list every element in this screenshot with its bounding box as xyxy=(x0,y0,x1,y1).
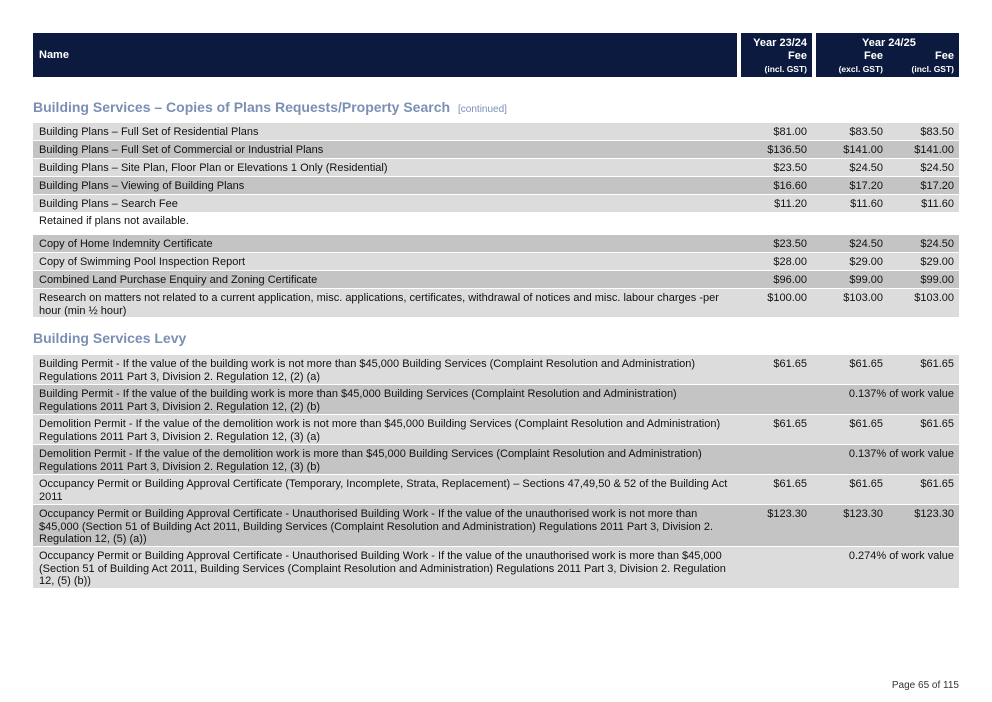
fee-2324-incl: $61.65 xyxy=(773,358,807,370)
levy-name: Building Permit - If the value of the building work is not more than $45,000 Building Services (Complaint Resolution and Administration) Regulations 2011 Part 3, Division 2. Regulation 12, (2) (a) xyxy=(39,358,696,383)
fee-name: Copy of Swimming Pool Inspection Report xyxy=(39,256,246,268)
fee-2425-excl: $141.00 xyxy=(843,144,883,156)
fee-row xyxy=(33,123,959,140)
year-2324-label: Year 23/24 xyxy=(753,37,807,49)
fee-2324-incl: $123.30 xyxy=(767,508,807,520)
levy-name: Occupancy Permit or Building Approval Certificate - Unauthorised Building Work - If the value of the unauthorised work is not more than $45,000 (Section 51 of Building Act 2011, Building Services (Complaint Resolution and Administration) Regulations 2011 Part 3, Division 2. Regulation 12, (5) (a)) xyxy=(39,508,714,545)
fee-2324-incl: $81.00 xyxy=(773,126,807,138)
section-title-copies-of-plans xyxy=(33,99,507,115)
fee-2324-incl: $28.00 xyxy=(773,256,807,268)
fee-2324-incl: $11.20 xyxy=(774,198,807,210)
page-number: Page 65 of 115 xyxy=(891,680,959,691)
fee-row xyxy=(33,141,959,158)
fee-name: Building Plans – Search Fee xyxy=(39,198,178,210)
fee-2425-excl: $11.60 xyxy=(850,198,883,210)
levy-row xyxy=(33,475,959,504)
fee-2425-incl: $17.20 xyxy=(920,180,954,192)
levy-percentage: 0.137% of work value xyxy=(848,448,954,460)
column-header-name-label: Name xyxy=(39,49,69,61)
fee-2425-excl: $83.50 xyxy=(849,126,883,138)
levy-row xyxy=(33,505,959,546)
fee-name: Research on matters not related to a current application, misc. applications, certificates, withdrawal of notices and misc. labour charges -per hour (min ½ hour) xyxy=(39,292,719,317)
year-2324-gst-label: (incl. GST) xyxy=(764,64,807,74)
fee-2425-incl: $61.65 xyxy=(920,358,954,370)
fee-2425-incl: $61.65 xyxy=(920,478,954,490)
fee-name: Building Plans – Full Set of Commercial or Industrial Plans xyxy=(39,144,324,156)
fee-2425-incl: $123.30 xyxy=(914,508,954,520)
year-2324-fee-label: Fee xyxy=(788,50,807,62)
fee-name: Building Plans – Viewing of Building Plans xyxy=(39,180,245,192)
year-2425-label: Year 24/25 xyxy=(862,37,916,49)
column-header-year-2425 xyxy=(816,33,959,77)
fee-2425-excl: $24.50 xyxy=(849,238,883,250)
year-2425-gst-incl-label: (incl. GST) xyxy=(911,64,954,74)
column-header-name xyxy=(33,33,737,77)
fee-2324-incl: $23.50 xyxy=(773,238,807,250)
fee-2425-incl: $11.60 xyxy=(921,198,954,210)
levy-name: Occupancy Permit or Building Approval Certificate (Temporary, Incomplete, Strata, Replacement) – Sections 47,49,50 & 52 of the Building Act 2011 xyxy=(39,478,728,503)
fee-row xyxy=(33,271,959,288)
column-header-year-2324 xyxy=(741,33,812,77)
fee-2425-incl: $29.00 xyxy=(920,256,954,268)
fee-note-row xyxy=(33,212,959,229)
fee-name: Building Plans – Site Plan, Floor Plan or Elevations 1 Only (Residential) xyxy=(39,162,388,174)
section-title-text: Building Services – Copies of Plans Requests/Property Search xyxy=(33,99,451,115)
fee-2324-incl: $23.50 xyxy=(773,162,807,174)
fee-2425-incl: $61.65 xyxy=(920,418,954,430)
levy-row xyxy=(33,445,959,474)
year-2425-fee-incl-label: Fee xyxy=(935,50,954,62)
fee-name: Building Plans – Full Set of Residential Plans xyxy=(39,126,259,138)
fee-row xyxy=(33,159,959,176)
fee-2324-incl: $136.50 xyxy=(767,144,807,156)
fee-2425-excl: $29.00 xyxy=(849,256,883,268)
levy-name: Occupancy Permit or Building Approval Certificate - Unauthorised Building Work - If the value of the unauthorised work is more than $45,000 (Section 51 of Building Act 2011, Building Services (Complaint Resolution and Administration) Regulations 2011 Part 3, Division 2. Regulation 12, (5) (b)) xyxy=(39,550,726,587)
section-title-building-services-levy xyxy=(33,330,186,346)
fee-name: Combined Land Purchase Enquiry and Zoning Certificate xyxy=(39,274,318,286)
fee-row xyxy=(33,289,959,317)
fee-2324-incl: $16.60 xyxy=(773,180,807,192)
fee-2425-incl: $103.00 xyxy=(914,292,954,304)
levy-row xyxy=(33,355,959,384)
fee-2425-excl: $61.65 xyxy=(849,418,883,430)
fee-2425-incl: $24.50 xyxy=(920,238,954,250)
fee-2324-incl: $61.65 xyxy=(773,418,807,430)
fee-2425-excl: $61.65 xyxy=(849,478,883,490)
fee-note: Retained if plans not available. xyxy=(39,215,189,227)
levy-percentage: 0.274% of work value xyxy=(848,550,954,562)
fee-name: Copy of Home Indemnity Certificate xyxy=(39,238,213,250)
year-2425-fee-excl-label: Fee xyxy=(864,50,883,62)
fee-2324-incl: $100.00 xyxy=(767,292,807,304)
fee-2425-incl: $99.00 xyxy=(920,274,954,286)
year-2425-gst-excl-label: (excl. GST) xyxy=(838,64,883,74)
fee-2425-incl: $141.00 xyxy=(914,144,954,156)
levy-row xyxy=(33,547,959,588)
levy-percentage: 0.137% of work value xyxy=(848,388,954,400)
fee-2324-incl: $96.00 xyxy=(773,274,807,286)
levy-name: Demolition Permit - If the value of the demolition work is more than $45,000 Building Services (Complaint Resolution and Administration) Regulations 2011 Part 3, Division 2. Regulation 12, (3) (b) xyxy=(39,448,702,473)
levy-row xyxy=(33,415,959,444)
levy-name: Building Permit - If the value of the building work is more than $45,000 Building Services (Complaint Resolution and Administration) Regulations 2011 Part 3, Division 2. Regulation 12, (2) (b) xyxy=(39,388,677,413)
section-title-text: Building Services Levy xyxy=(33,330,187,346)
fee-2425-excl: $24.50 xyxy=(849,162,883,174)
fee-2425-incl: $24.50 xyxy=(920,162,954,174)
fee-2425-excl: $123.30 xyxy=(843,508,883,520)
fee-row xyxy=(33,235,959,252)
fee-2425-excl: $99.00 xyxy=(849,274,883,286)
fee-row xyxy=(33,195,959,212)
fee-row xyxy=(33,253,959,270)
fee-2425-excl: $61.65 xyxy=(849,358,883,370)
levy-row xyxy=(33,385,959,414)
fee-row xyxy=(33,177,959,194)
fee-2425-excl: $103.00 xyxy=(843,292,883,304)
fee-2425-excl: $17.20 xyxy=(849,180,883,192)
levy-name: Demolition Permit - If the value of the demolition work is not more than $45,000 Building Services (Complaint Resolution and Administration) Regulations 2011 Part 3, Division 2. Regulation 12, (3) (a) xyxy=(39,418,721,443)
fee-2425-incl: $83.50 xyxy=(920,126,954,138)
continued-label: [continued] xyxy=(458,104,507,115)
fee-2324-incl: $61.65 xyxy=(773,478,807,490)
